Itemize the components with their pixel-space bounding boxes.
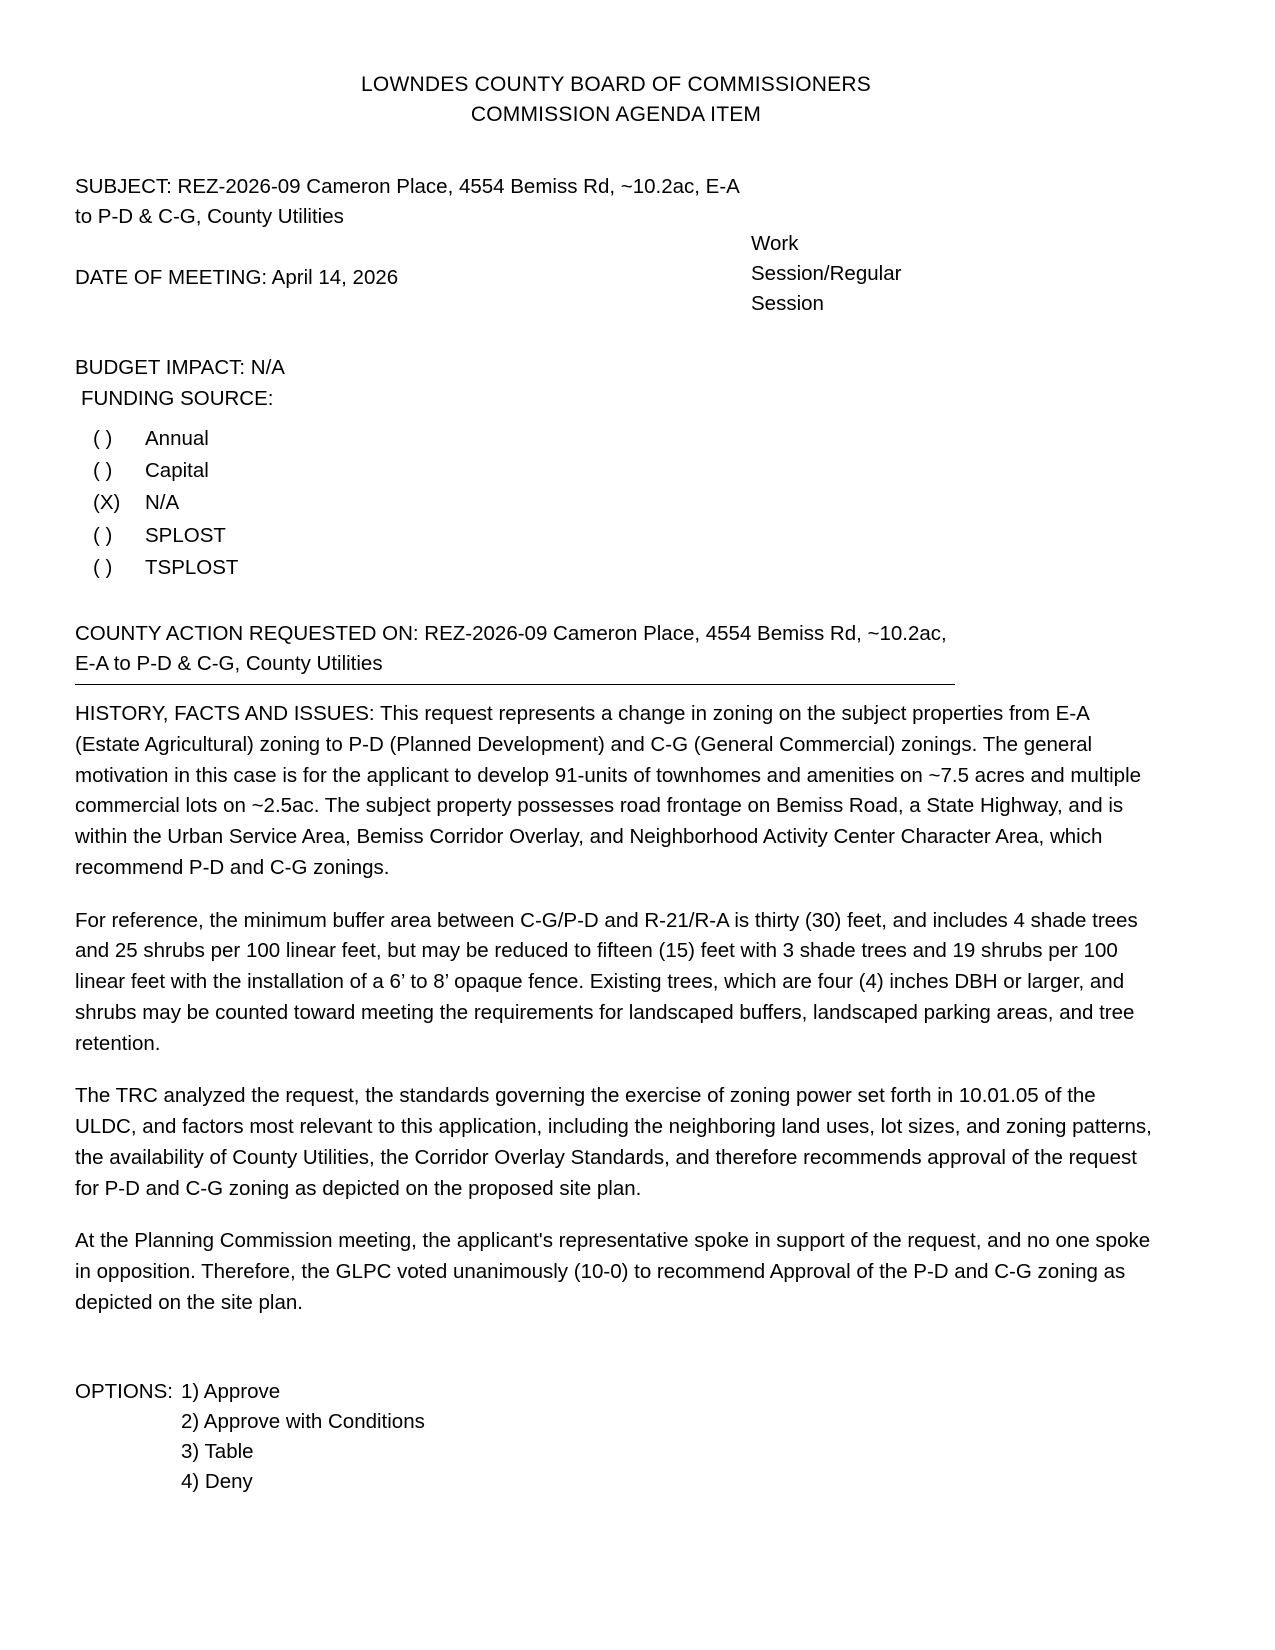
option-approve-with-conditions: 2) Approve with Conditions xyxy=(181,1409,425,1433)
funding-source-options xyxy=(75,423,1157,585)
funding-option-annual[interactable] xyxy=(75,423,1157,455)
checkbox-na[interactable]: (X) xyxy=(93,491,121,515)
session-type xyxy=(751,229,961,318)
funding-option-capital[interactable] xyxy=(75,455,1157,487)
budget-impact: BUDGET IMPACT: N/A xyxy=(75,356,285,380)
document-header xyxy=(75,70,1157,130)
funding-option-na[interactable] xyxy=(75,487,1157,519)
history-facts-issues xyxy=(75,699,1157,1319)
options-row xyxy=(75,1377,1157,1498)
header-line-1: LOWNDES COUNTY BOARD OF COMMISSIONERS xyxy=(361,73,871,96)
county-action-requested xyxy=(75,619,1157,686)
funding-option-label: TSPLOST xyxy=(145,556,239,580)
session-line-1: Work xyxy=(751,232,799,256)
options-block xyxy=(75,1377,1157,1498)
options-label: OPTIONS: xyxy=(75,1379,173,1403)
meeting-date: DATE OF MEETING: April 14, 2026 xyxy=(75,266,399,290)
checkbox-capital[interactable]: ( ) xyxy=(93,459,113,482)
funding-source-label: FUNDING SOURCE: xyxy=(81,386,274,410)
options-list xyxy=(181,1377,425,1498)
session-line-3: Session xyxy=(751,291,824,315)
subject-line-1: SUBJECT: REZ-2026-09 Cameron Place, 4554 Bemiss Rd, ~10.2ac, E-A xyxy=(75,174,740,198)
budget-block xyxy=(75,353,1157,415)
action-line-1: COUNTY ACTION REQUESTED ON: REZ-2026-09 Cameron Place, 4554 Bemiss Rd, ~10.2ac, xyxy=(75,621,947,645)
header-line-2: COMMISSION AGENDA ITEM xyxy=(470,102,762,126)
funding-option-label: N/A xyxy=(145,491,180,515)
action-line-2: E-A to P-D & C-G, County Utilities xyxy=(75,652,383,676)
funding-option-tsplost[interactable] xyxy=(75,552,1157,584)
option-table: 3) Table xyxy=(181,1439,254,1463)
subject-block xyxy=(75,172,775,234)
checkbox-tsplost[interactable]: ( ) xyxy=(93,556,113,580)
funding-option-label: Capital xyxy=(145,459,209,482)
funding-option-splost[interactable] xyxy=(75,520,1157,552)
checkbox-annual[interactable]: ( ) xyxy=(93,426,113,450)
history-paragraph-2: For reference, the minimum buffer area between C-G/P-D and R-21/R-A is thirty (30) feet, and includes 4 shade trees and 25 shrubs per 100 linear feet, but may be reduced to fifteen (15) feet with 3 shade trees and 19 shrubs per 100 linear feet with the installation of a 6’ to 8’ opaque fence. Existing trees, which are four (4) inches DBH or larger, and shrubs may be counted toward meeting the requirements for landscaped buffers, landscaped parking areas, and tree retention. xyxy=(75,908,1138,1055)
subject-line-2: to P-D & C-G, County Utilities xyxy=(75,205,344,229)
funding-option-label: Annual xyxy=(145,426,209,450)
session-line-2: Session/Regular xyxy=(751,261,902,285)
checkbox-splost[interactable]: ( ) xyxy=(93,523,113,547)
option-deny: 4) Deny xyxy=(181,1469,253,1493)
option-approve: 1) Approve xyxy=(181,1379,281,1403)
section-divider xyxy=(75,684,955,685)
history-paragraph-4: At the Planning Commission meeting, the applicant's representative spoke in support of the request, and no one spoke in opposition. Therefore, the GLPC voted unanimously (10-0) to recommend Approval of the P-D and C-G zoning as depicted on the site plan. xyxy=(75,1229,1151,1314)
history-paragraph-3: The TRC analyzed the request, the standards governing the exercise of zoning power set forth in 10.01.05 of the ULDC, and factors most relevant to this application, including the neighboring land uses, lot sizes, and zoning patterns, the availability of County Utilities, the Corridor Overlay Standards, and therefore recommends approval of the request for P-D and C-G zoning as depicted on the proposed site plan. xyxy=(75,1084,1152,1200)
meeting-row xyxy=(75,232,1157,349)
history-paragraph-1: HISTORY, FACTS AND ISSUES: This request represents a change in zoning on the subject properties from E-A (Estate Agricultural) zoning to P-D (Planned Development) and C-G (General Commercial) zonings. The general motivation in this case is for the applicant to develop 91-units of townhomes and amenities on ~7.5 acres and multiple commercial lots on ~2.5ac. The subject property possesses road frontage on Bemiss Road, a State Highway, and is within the Urban Service Area, Bemiss Corridor Overlay, and Neighborhood Activity Center Character Area, which recommend P-D and C-G zonings. xyxy=(75,702,1142,879)
funding-option-label: SPLOST xyxy=(145,523,226,547)
